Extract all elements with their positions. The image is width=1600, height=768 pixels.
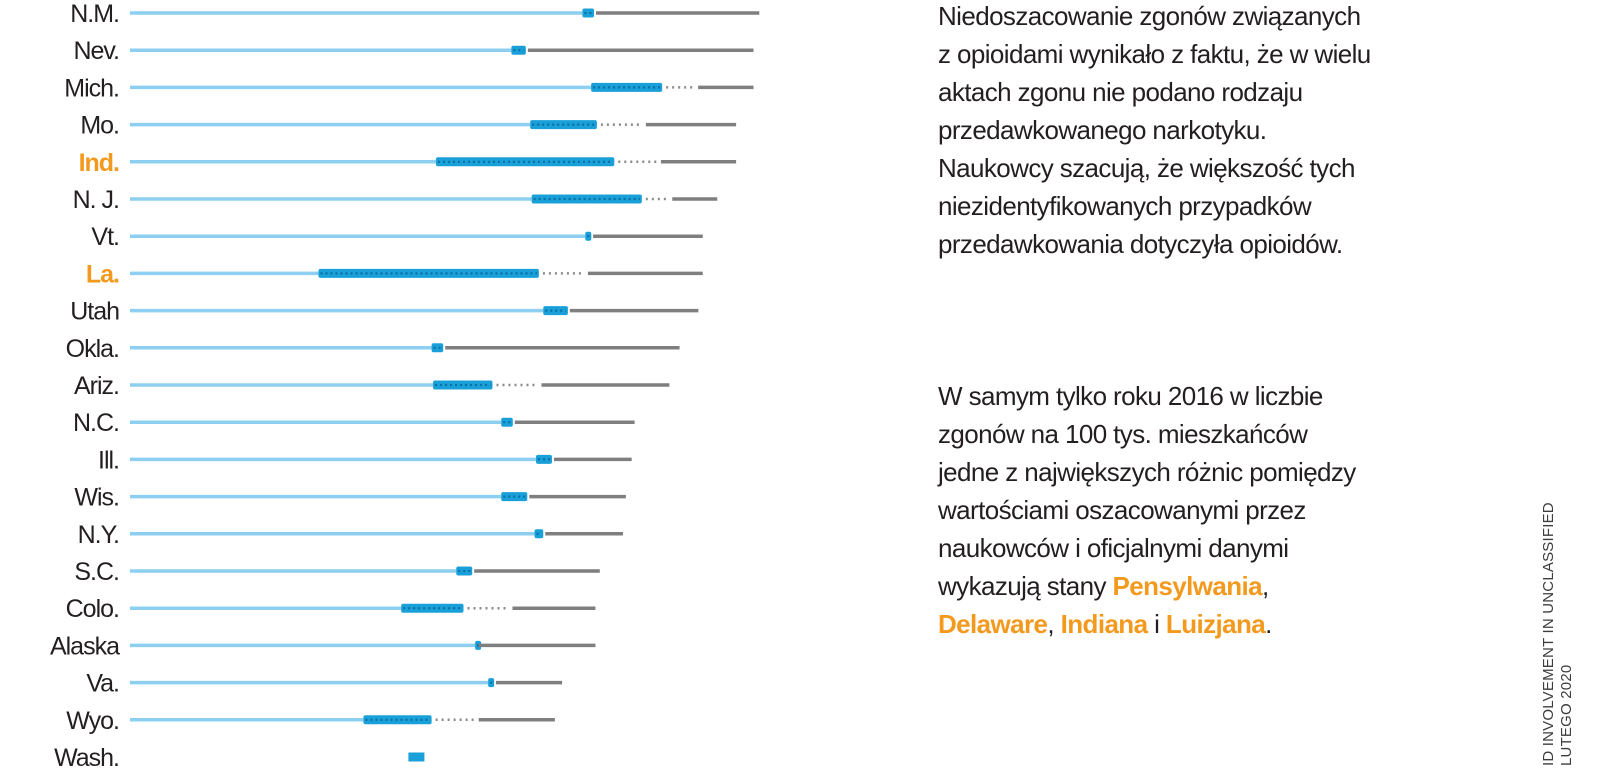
state-highlight-louisiana: Luizjana: [1165, 609, 1266, 639]
state-label: Nev.: [73, 37, 119, 66]
paragraph-2-line: W samym tylko roku 2016 w liczbie: [938, 381, 1323, 411]
state-label: Wis.: [74, 483, 119, 512]
state-row: [78, 521, 623, 549]
state-row: [64, 74, 753, 102]
state-label: N.C.: [73, 409, 119, 438]
state-row: [86, 260, 703, 288]
underestimate-gap-bar: [591, 83, 662, 92]
state-row: [86, 670, 562, 698]
source-credit-line: LUTEGO 2020: [1558, 664, 1575, 766]
state-row: [70, 298, 698, 326]
separator: ,: [1047, 609, 1061, 639]
state-label: Va.: [86, 669, 119, 698]
underestimate-gap-bar: [436, 157, 614, 166]
state-row: [74, 372, 669, 400]
paragraph-1-line: z opioidami wynikało z faktu, że w wielu: [938, 39, 1371, 69]
underestimate-gap-bar: [408, 753, 424, 762]
paragraph-1-line: Niedoszacowanie zgonów związanych: [938, 1, 1361, 31]
separator: i: [1147, 609, 1166, 639]
state-highlight-delaware: Delaware: [938, 609, 1048, 639]
state-label: Alaska: [49, 632, 119, 661]
state-label: Wyo.: [66, 706, 119, 735]
state-label: Mich.: [64, 74, 119, 103]
paragraph-1-line: przedawkowanego narkotyku.: [938, 115, 1267, 145]
paragraph-2-line: naukowców i oficjalnymi danymi: [938, 533, 1289, 563]
state-label: S.C.: [74, 558, 119, 586]
state-row: [74, 484, 626, 512]
paragraph-1-line: przedawkowania dotyczyła opioidów.: [938, 229, 1343, 259]
underestimate-gap-bar: [535, 529, 544, 538]
paragraph-2-line: jedne z największych różnic pomiędzy: [938, 457, 1356, 487]
paragraph-1-line: niezidentyfikowanych przypadków: [938, 191, 1312, 221]
underestimate-gap-bar: [582, 9, 594, 18]
state-row: [66, 335, 680, 363]
state-label: Okla.: [65, 334, 119, 363]
state-label: Utah: [70, 297, 119, 326]
state-row: [73, 186, 718, 214]
state-row: [73, 409, 635, 437]
state-label: Vt.: [91, 223, 119, 252]
state-row: [91, 223, 702, 251]
punctuation: ,: [1262, 571, 1269, 601]
state-label: Ill.: [98, 446, 119, 475]
paragraph-2-line: wartościami oszacowanymi przez: [938, 495, 1306, 525]
paragraph-2016-differences: [938, 377, 1498, 643]
underestimate-gap-bar: [432, 343, 444, 352]
state-label: N.Y.: [77, 520, 119, 549]
state-highlight-pennsylvania: Pensylwania: [1112, 571, 1263, 601]
state-row: [66, 707, 555, 735]
state-label: Wash.: [54, 744, 119, 768]
state-row: [73, 37, 753, 65]
state-label: Colo.: [65, 595, 119, 624]
paragraph-underestimation: [938, 0, 1498, 263]
chart-rows: [50, 0, 759, 768]
state-row: [74, 558, 599, 586]
state-row: [50, 632, 595, 660]
state-row: [79, 149, 737, 177]
underestimate-gap-bar: [501, 418, 513, 427]
state-row: [98, 446, 632, 474]
state-row: [80, 112, 736, 140]
paragraph-1-line: Naukowcy szacują, że większość tych: [938, 153, 1355, 183]
punctuation: .: [1265, 609, 1272, 639]
state-label: N. J.: [72, 186, 119, 214]
state-row-partial: [54, 744, 424, 768]
state-row: [70, 0, 759, 28]
paragraph-2-line-start: wykazują stany: [938, 571, 1113, 601]
state-label: N.M.: [70, 0, 119, 28]
source-credit-line: ID INVOLVEMENT IN UNCLASSIFIED: [1540, 502, 1557, 766]
state-row: [66, 595, 596, 623]
paragraph-1-line: aktach zgonu nie podano rodzaju: [938, 77, 1303, 107]
state-highlight-indiana: Indiana: [1060, 609, 1148, 639]
paragraph-2-line: zgonów na 100 tys. mieszkańców: [938, 419, 1308, 449]
state-label: La.: [85, 260, 119, 289]
state-label: Ind.: [78, 148, 119, 177]
source-credit: [1540, 502, 1576, 766]
state-label: Mo.: [80, 111, 119, 140]
state-label: Ariz.: [74, 372, 119, 400]
